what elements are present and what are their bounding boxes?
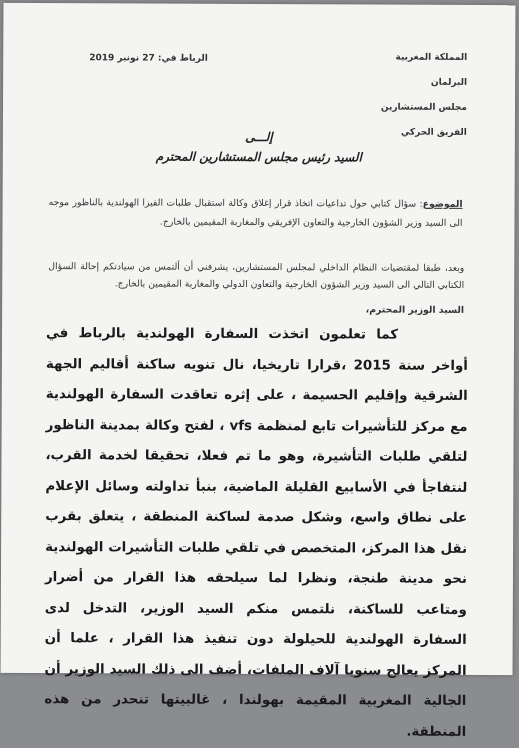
group-label: الفريق الحركي xyxy=(400,127,467,138)
subject-label: الموضوع xyxy=(422,198,463,210)
letter-date: الرباط في: 27 نونبر 2019 xyxy=(89,53,208,64)
body-text: كما تعلمون اتخذت السفارة الهولندية بالرباط في أواخر سنة 2015 ،قرارا تاريخيا، نال تنويه ساكنة أقاليم الجهة الشرقية وإقليم الحسيمة ، على إثره تعاقدت السفارة الهولندية مع مركز للتأشيرات تابع لمنظمة vfs ، لفتح وكالة بمدينة الناظور لتلقي طلبات التأشيرة، وهو ما تم فعلا، تحقيقا لخدمة القرب، لنتفاجأ في الأسابيع القليلة الماضية، بنبأ تداولته وسائل الإعلام على نطاق واسع، وشكل صدمة لساكنة المنطقة ، يتعلق بقرب نقل هذا المركز، المتخصص في تلقي طلبات التأشيرات الهولندية نحو مدينة طنجة، ونظرا لما سيلحقه هذا القرار من أضرار ومتاعب للساكنة، نلتمس منكم السيد الوزير، التدخل لدى السفارة الهولندية للحيلولة دون تنفيذ هذا القرار ، علما أن المركز يعالج سنويا آلاف الملفات، أضف الى ذلك السيد الوزير أن الجالية المغربية المقيمة بهولندا ، غالبيتها تنحدر من هذه المنطقة. xyxy=(44,326,468,740)
salutation: إلـــى xyxy=(245,129,273,145)
subject-block xyxy=(48,193,462,233)
parliament-label: البرلمان xyxy=(430,77,468,88)
council-label: مجلس المستشارين xyxy=(380,102,468,113)
intro-paragraph: وبعد، طبقا لمقتضيات النظام الداخلي لمجلس المستشارين، يشرفني أن ألتمس من سيادتكم إحالة السؤال الكتابي التالي الى السيد وزير الشؤون الخارجية والتعاون الدولي والمغاربة المقيمين بالخارج. xyxy=(48,261,465,291)
document-page xyxy=(1,3,516,740)
kingdom-label: المملكة المغربية xyxy=(395,52,468,63)
addressee: السيد رئيس مجلس المستشارين المحترم xyxy=(155,149,362,165)
body-paragraph xyxy=(44,319,468,748)
subject-text: : سؤال كتابي حول تداعيات اتخاذ قرار إغلاق وكالة استقبال طلبات الفيزا الهولندية بالناظور موجه الى السيد وزير الشؤون الخارجية والتعاون الإفريقي والمغاربة المقيمين بالخارج. xyxy=(48,197,463,229)
greeting: السيد الوزير المحترم، xyxy=(365,304,465,316)
